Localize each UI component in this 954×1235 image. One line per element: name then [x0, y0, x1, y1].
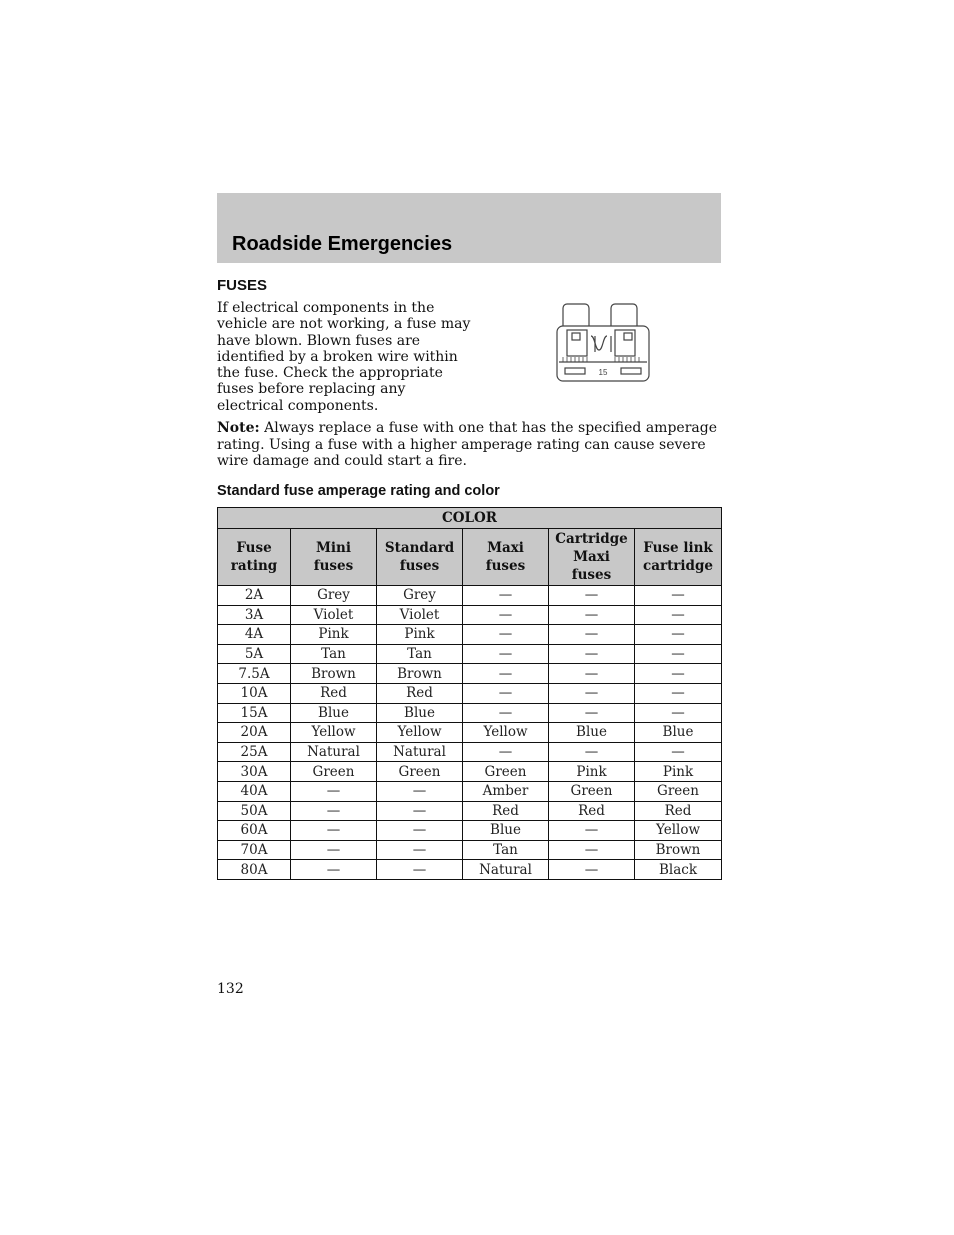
color-cell: —	[635, 625, 722, 645]
intro-paragraph: If electrical components in the vehicle are not working, a fuse may have blown. Blown fuses are identified by a broken wire within the fuse. Check the appropriate fuses before replacing any electrical components.	[217, 300, 471, 414]
color-cell: Red	[291, 683, 377, 703]
column-header	[291, 529, 377, 586]
table-title: Standard fuse amperage rating and color	[217, 483, 500, 499]
color-cell: —	[635, 644, 722, 664]
fuse-rating-label: 15	[598, 368, 608, 377]
fuse-rating-cell: 50A	[218, 801, 291, 821]
color-cell: —	[549, 683, 635, 703]
color-cell: Blue	[463, 821, 549, 841]
table-row	[218, 625, 722, 645]
note-text: Always replace a fuse with one that has the specified amperage rating. Using a fuse with a higher amperage rating can cause severe wire damage and could start a fire.	[217, 420, 717, 469]
color-cell: Pink	[549, 762, 635, 782]
color-cell: Amber	[463, 781, 549, 801]
table-row	[218, 683, 722, 703]
page-number: 132	[217, 981, 244, 997]
color-cell: Black	[635, 860, 722, 880]
color-cell: —	[291, 781, 377, 801]
color-cell: —	[377, 860, 463, 880]
table-row	[218, 781, 722, 801]
color-cell: Red	[463, 801, 549, 821]
table-row	[218, 742, 722, 762]
column-header-line: cartridge	[642, 558, 714, 574]
fuse-rating-cell: 30A	[218, 762, 291, 782]
column-header	[463, 529, 549, 586]
column-header-line: Fuse	[236, 540, 272, 556]
fuse-rating-cell: 2A	[218, 586, 291, 606]
table-row	[218, 703, 722, 723]
color-cell: Brown	[291, 664, 377, 684]
color-cell: —	[463, 605, 549, 625]
color-cell: —	[549, 703, 635, 723]
color-cell: —	[463, 644, 549, 664]
color-cell: Natural	[463, 860, 549, 880]
color-cell: Green	[635, 781, 722, 801]
column-header-line: Cartridge	[555, 531, 628, 547]
color-cell: Grey	[291, 586, 377, 606]
column-header	[377, 529, 463, 586]
color-cell: —	[635, 703, 722, 723]
color-cell: Tan	[291, 644, 377, 664]
table-row	[218, 821, 722, 841]
color-cell: Red	[377, 683, 463, 703]
fuse-rating-cell: 4A	[218, 625, 291, 645]
color-cell: Yellow	[463, 723, 549, 743]
color-cell: —	[463, 703, 549, 723]
fuse-rating-cell: 5A	[218, 644, 291, 664]
table-row	[218, 664, 722, 684]
table-row	[218, 860, 722, 880]
color-cell: Green	[549, 781, 635, 801]
note-paragraph	[217, 420, 721, 470]
fuse-rating-cell: 40A	[218, 781, 291, 801]
color-cell: —	[291, 860, 377, 880]
fuse-illustration	[553, 300, 653, 384]
color-cell: Tan	[463, 840, 549, 860]
table-group-header: COLOR	[218, 508, 722, 529]
color-cell: Yellow	[635, 821, 722, 841]
color-cell: —	[291, 821, 377, 841]
column-header-line: fuses	[399, 558, 440, 574]
color-cell: Blue	[635, 723, 722, 743]
column-header-line: Mini	[315, 540, 351, 556]
color-cell: Pink	[377, 625, 463, 645]
color-cell: —	[377, 821, 463, 841]
fuse-rating-cell: 80A	[218, 860, 291, 880]
fuse-color-table	[217, 507, 722, 880]
color-cell: Tan	[377, 644, 463, 664]
fuse-rating-cell: 10A	[218, 683, 291, 703]
color-cell: —	[463, 625, 549, 645]
color-cell: —	[635, 586, 722, 606]
fuse-rating-cell: 15A	[218, 703, 291, 723]
color-cell: Violet	[291, 605, 377, 625]
column-header-line: Maxi	[573, 549, 610, 565]
table-row	[218, 762, 722, 782]
fuse-rating-cell: 25A	[218, 742, 291, 762]
column-header-line: fuses	[571, 567, 612, 583]
column-header-line: fuses	[485, 558, 526, 574]
color-cell: —	[549, 625, 635, 645]
header-band	[217, 193, 721, 263]
color-cell: —	[635, 605, 722, 625]
color-cell: Grey	[377, 586, 463, 606]
color-cell: —	[549, 605, 635, 625]
column-header	[635, 529, 722, 586]
table-column-headers	[218, 529, 722, 586]
note-label: Note:	[217, 420, 260, 436]
table-row	[218, 644, 722, 664]
table-body	[218, 586, 722, 880]
section-heading: FUSES	[217, 277, 268, 294]
fuse-rating-cell: 3A	[218, 605, 291, 625]
fuse-rating-cell: 7.5A	[218, 664, 291, 684]
color-cell: —	[635, 683, 722, 703]
column-header	[549, 529, 635, 586]
color-cell: —	[463, 664, 549, 684]
color-cell: Green	[377, 762, 463, 782]
color-cell: —	[463, 586, 549, 606]
page-title: Roadside Emergencies	[232, 233, 453, 255]
color-cell: Natural	[377, 742, 463, 762]
color-cell: —	[377, 801, 463, 821]
fuse-rating-cell: 70A	[218, 840, 291, 860]
color-cell: —	[549, 860, 635, 880]
color-cell: Brown	[635, 840, 722, 860]
column-header-line: fuses	[313, 558, 354, 574]
color-cell: —	[549, 840, 635, 860]
color-cell: Yellow	[291, 723, 377, 743]
color-cell: Blue	[291, 703, 377, 723]
column-header-line: rating	[230, 558, 278, 574]
color-cell: Natural	[291, 742, 377, 762]
column-header-line: Fuse link	[643, 540, 713, 556]
color-cell: Green	[291, 762, 377, 782]
color-cell: —	[463, 683, 549, 703]
color-cell: —	[377, 840, 463, 860]
color-cell: Brown	[377, 664, 463, 684]
fuse-rating-cell: 60A	[218, 821, 291, 841]
table-row	[218, 723, 722, 743]
color-cell: —	[291, 840, 377, 860]
color-cell: Green	[463, 762, 549, 782]
color-cell: —	[463, 742, 549, 762]
color-cell: —	[635, 742, 722, 762]
color-cell: Pink	[291, 625, 377, 645]
color-cell: —	[549, 644, 635, 664]
color-cell: Yellow	[377, 723, 463, 743]
color-cell: —	[549, 821, 635, 841]
color-cell: —	[549, 664, 635, 684]
color-cell: Pink	[635, 762, 722, 782]
column-header-line: Standard	[384, 540, 455, 556]
column-header	[218, 529, 291, 586]
table-row	[218, 801, 722, 821]
fuse-rating-cell: 20A	[218, 723, 291, 743]
color-cell: Blue	[377, 703, 463, 723]
color-cell: Red	[549, 801, 635, 821]
table-row	[218, 840, 722, 860]
table-row	[218, 605, 722, 625]
color-cell: Violet	[377, 605, 463, 625]
column-header-line: Maxi	[487, 540, 524, 556]
color-cell: —	[635, 664, 722, 684]
color-cell: Red	[635, 801, 722, 821]
color-cell: Blue	[549, 723, 635, 743]
color-cell: —	[549, 586, 635, 606]
table-row	[218, 586, 722, 606]
color-cell: —	[549, 742, 635, 762]
color-cell: —	[291, 801, 377, 821]
color-cell: —	[377, 781, 463, 801]
